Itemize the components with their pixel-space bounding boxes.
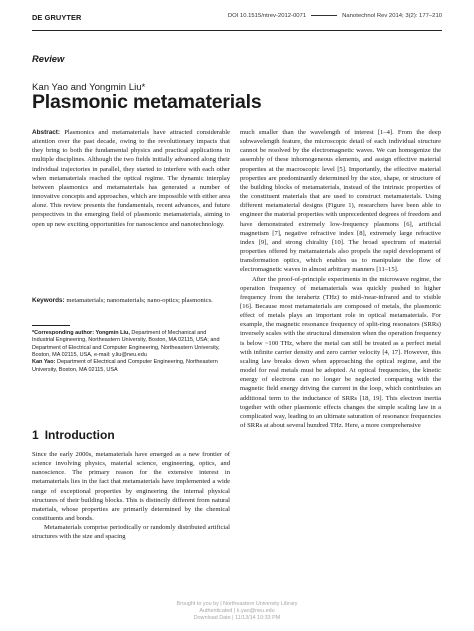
author-footnote bbox=[32, 330, 230, 374]
intro-paragraph-1: Since the early 2000s, metamaterials have emerged as a new frontier of science involving physics, material science, engineering, optics, and nanoscience. The primary reason for the extensive interest in metamaterials lies in the fact that metamaterials have implemented a wide range of exceptional properties by engineering the internal physical structures of their building blocks. This is distinctly different from natural materials, whose properties are primarily determined by the chemical constituents and bonds. bbox=[32, 451, 230, 523]
abstract-text: Plasmonics and metamaterials have attracted considerable attention over the past decade, owing to the revolutionary impacts that they bring to both the fundamental physics and practical applications in multiple disciplines. Although the two fields initially advanced along their individual trajectories in parallel, they started to interfere with each other when metamaterials reached the optical regime. The dynamic interplay between plasmonics and metamaterials has generated a number of innovative concepts and approaches, which are impossible with either area alone. This review presents the fundamentals, recent advances, and future perspectives in the emerging field of plasmonic metamaterials, aiming to open up new exciting opportunities for nanoscience and nanotechnology. bbox=[32, 129, 230, 228]
coauthor-affiliation: Department of Electrical and Computer Engineering, Northeastern University, Boston, MA 02115, USA bbox=[32, 359, 218, 373]
section-number: 1 bbox=[32, 428, 39, 442]
watermark-line-1: Brought to you by | Northeastern University Library bbox=[176, 601, 298, 607]
download-watermark bbox=[0, 601, 474, 621]
journal-citation: Nanotechnol Rev 2014; 3(2): 177–210 bbox=[342, 13, 442, 19]
section-title: Introduction bbox=[44, 428, 115, 442]
running-header bbox=[32, 13, 442, 25]
coauthor-label: Kan Yao: bbox=[32, 359, 56, 366]
watermark-line-3: Download Date | 11/13/14 10:33 PM bbox=[193, 614, 281, 621]
header-rule bbox=[32, 30, 442, 31]
coauthor-note bbox=[32, 359, 230, 374]
author-list: Kan Yao and Yongmin Liu* bbox=[32, 82, 146, 93]
footnote-rule bbox=[32, 325, 70, 326]
corresponding-author-label: *Corresponding author: Yongmin Liu, bbox=[32, 330, 130, 336]
keywords-label: Keywords: bbox=[32, 297, 65, 304]
publisher-name: DE GRUYTER bbox=[32, 13, 82, 22]
section-heading bbox=[32, 428, 115, 442]
article-title: Plasmonic metamaterials bbox=[32, 91, 262, 113]
article-type: Review bbox=[32, 53, 65, 64]
citation-info bbox=[228, 13, 442, 19]
body-paragraph-1: much smaller than the wavelength of interest [1–4]. From the deep subwavelength feature, the microscopic detail of each individual structure cannot be resolved by the electromagnetic waves. We can homogenize the assembly of these inhomogeneous elements, and assign effective material properties at the macroscopic level [5]. Importantly, the effective material properties are predominantly determined by the size, shape, or structure of the building blocks of metamaterials, instead of the intrinsic properties of the constituent materials that are used to construct metamaterials. Using different metamaterial designs (Figure 1), researchers have been able to engineer the material properties with unprecedented degrees of freedom and have demonstrated extremely low-frequency plasmons [6], artificial magnetism [7], negative refractive index [8], extremely large refractive index [9], and strong chirality [10]. The broad spectrum of material properties offered by metamaterials also propels the rapid development of transformation optics, which enables us to manipulate the flow of electromagnetic waves in almost arbitrary manners [11–15]. bbox=[240, 129, 441, 274]
keywords-text: metamaterials; nanomaterials; nano-optics; plasmonics. bbox=[66, 297, 213, 304]
introduction-body bbox=[32, 450, 230, 542]
header-separator bbox=[311, 15, 337, 16]
intro-paragraph-2: Metamaterials comprise periodically or randomly distributed artificial structures with the size and spacing bbox=[32, 524, 230, 541]
abstract-label: Abstract: bbox=[32, 129, 61, 136]
corresponding-author-affiliation: Department of Mechanical and Industrial Engineering, Northeastern University, Boston, MA 02115, USA; and Department of Electrical and Computer Engineering, Northeastern University, Boston, MA 02115, USA, e-mail: y.liu@neu.edu bbox=[32, 330, 220, 359]
keywords bbox=[32, 296, 230, 305]
abstract bbox=[32, 128, 230, 229]
corresponding-author-note bbox=[32, 330, 230, 359]
watermark-line-2: Authenticated | k.yao@neu.edu bbox=[199, 607, 275, 614]
right-column-body bbox=[240, 128, 441, 430]
body-paragraph-2: After the proof-of-principle experiments in the microwave regime, the operation frequency of metamaterials was quickly pushed to higher frequency from the terahertz (THz) to mid-/near-infrared and to visible [16]. Because most metamaterials are composed of metals, the plasmonic effect of metals plays an important role in optical metamaterials. For example, the magnetic resonance frequency of split-ring resonators (SRRs) inversely scales with the structural dimension when the operation frequency is below ~100 THz, where the metal can still be treated as a perfect metal with infinite carrier density and zero carrier velocity [4, 17]. However, this scaling law breaks down when approaching the optical regime, and the model for real metals must be adopted. At optical frequencies, the kinetic energy of electrons can no longer be neglected comparing with the magnetic field energy driving the current in the loop, which contributes an additional term to the inductance of SRRs [18, 19]. This electron inertia together with other plasmonic effects changes the simple scaling law in a complicated way, leading to an ultimate saturation of resonance frequencies of SRRs at about several hundred THz. Here, a more comprehensive bbox=[240, 275, 441, 429]
doi-link[interactable]: DOI 10.1515/ntrev-2012-0071 bbox=[227, 13, 307, 19]
